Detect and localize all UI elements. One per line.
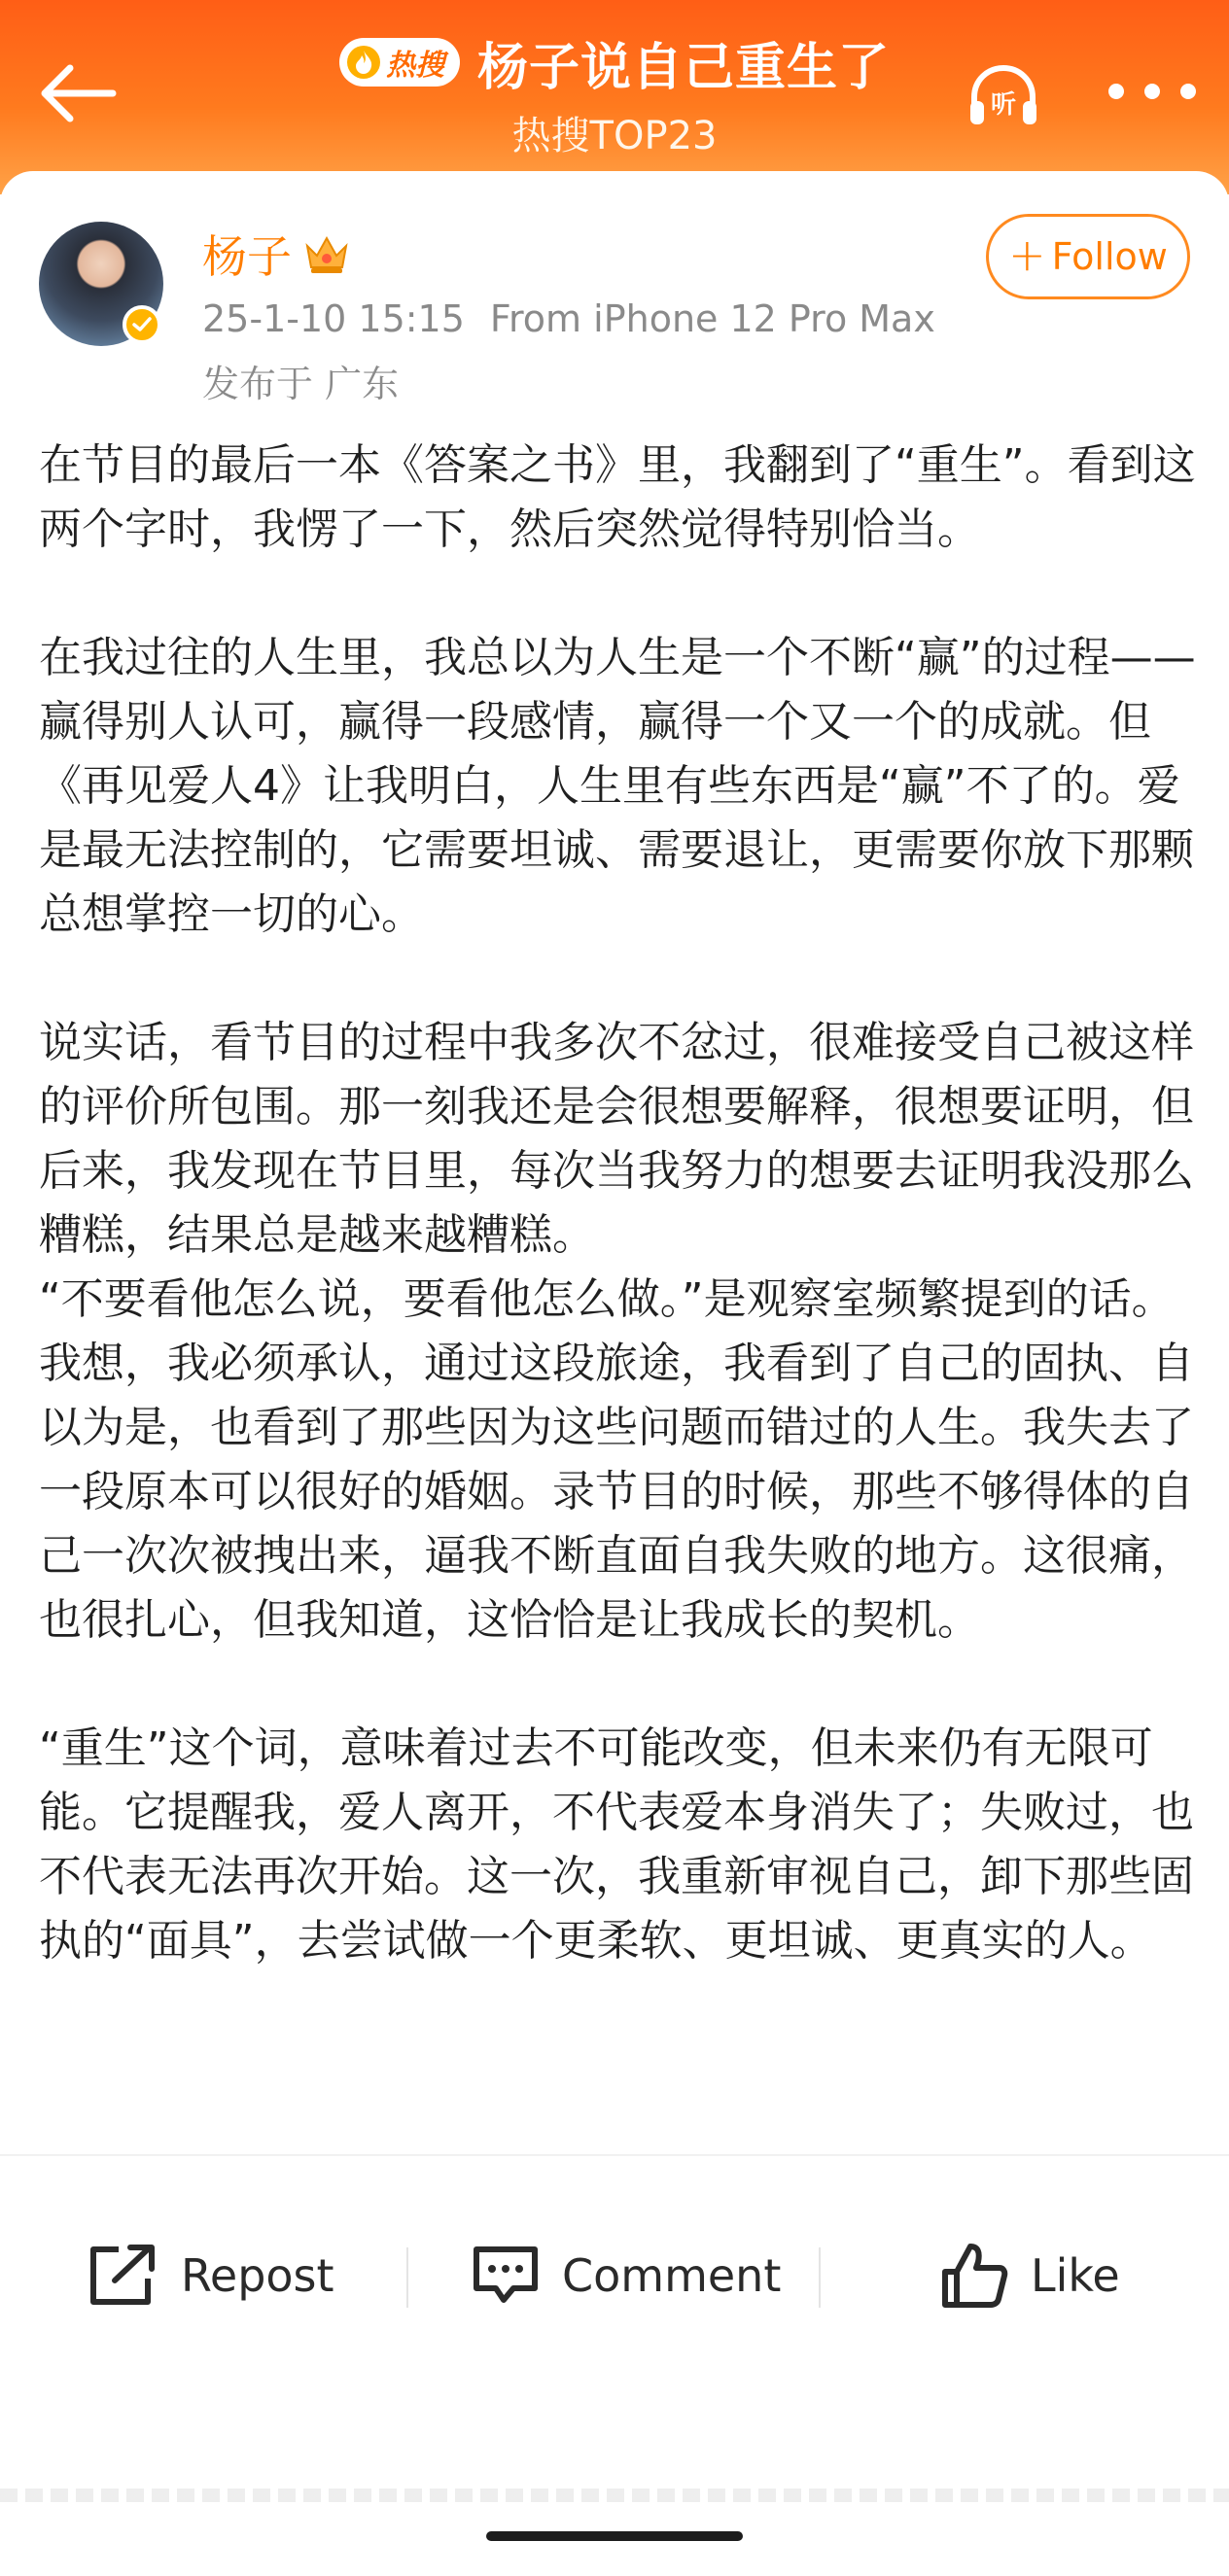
comment-icon bbox=[471, 2244, 541, 2308]
post-paragraph: 在节目的最后一本《答案之书》里，我翻到了“重生”。看到这两个字时，我愣了一下，然后突然觉得特别恰当。 bbox=[39, 440, 1196, 554]
comment-button[interactable] bbox=[471, 2232, 781, 2319]
author-name-row[interactable] bbox=[202, 222, 350, 286]
thumbs-up-icon bbox=[939, 2241, 1009, 2311]
action-separator bbox=[819, 2247, 821, 2308]
home-indicator[interactable] bbox=[486, 2531, 743, 2541]
title-row bbox=[0, 23, 1229, 101]
follow-label: Follow bbox=[1051, 235, 1168, 278]
flame-icon bbox=[347, 46, 380, 79]
dot-icon bbox=[1144, 84, 1160, 99]
post-body bbox=[39, 434, 1196, 1973]
top-bar bbox=[0, 0, 1229, 194]
post-paragraph: “不要看他怎么说，要看他怎么做。”是观察室频繁提到的话。 bbox=[39, 1274, 1175, 1324]
dot-icon bbox=[1108, 84, 1124, 99]
author-name[interactable]: 杨子 bbox=[202, 230, 292, 283]
repost-button[interactable] bbox=[86, 2232, 334, 2319]
post-paragraph: “重生”这个词，意味着过去不可能改变，但未来仍有无限可能。它提醒我，爱人离开，不代表爱本身消失了；失败过，也不代表无法再次开始。这一次，我重新审视自己，卸下那些固执的“面具”，去尝试做一个更柔软、更坦诚、更真实的人。 bbox=[39, 1723, 1194, 1966]
listen-label: 听 bbox=[990, 90, 1017, 120]
post-meta bbox=[202, 297, 935, 340]
follow-button[interactable] bbox=[986, 214, 1190, 299]
post-source: From iPhone 12 Pro Max bbox=[489, 297, 935, 340]
crown-icon bbox=[303, 232, 350, 275]
dot-icon bbox=[1180, 84, 1196, 99]
post-paragraph: 在我过往的人生里，我总以为人生是一个不断“赢”的过程——赢得别人认可，赢得一段感情，赢得一个又一个的成就。但《再见爱人4》让我明白，人生里有些东西是“赢”不了的。爱是最无法控制的，它需要坦诚、需要退让，更需要你放下那颗总想掌控一切的心。 bbox=[39, 633, 1196, 939]
like-button[interactable] bbox=[939, 2232, 1120, 2319]
plus-icon: + bbox=[1008, 228, 1046, 281]
post-location: 发布于 广东 bbox=[202, 363, 400, 405]
post-paragraph: 我想，我必须承认，通过这段旅途，我看到了自己的固执、自以为是，也看到了那些因为这些问题而错过的人生。我失去了一段原本可以很好的婚姻。录节目的时候，那些不够得体的自己一次次被拽出来，逼我不断直面自我失败的地方。这很痛，也很扎心，但我知道，这恰恰是让我成长的契机。 bbox=[39, 1339, 1194, 1645]
listen-button[interactable] bbox=[965, 58, 1042, 136]
action-separator bbox=[406, 2247, 408, 2308]
next-post-preview bbox=[0, 2489, 1229, 2502]
like-label: Like bbox=[1031, 2249, 1120, 2302]
hot-search-badge[interactable] bbox=[339, 38, 460, 87]
page-title: 杨子说自己重生了 bbox=[476, 38, 890, 97]
more-options-button[interactable] bbox=[1108, 60, 1196, 122]
verified-badge-icon bbox=[123, 305, 161, 344]
post-card bbox=[0, 171, 1229, 2576]
repost-icon bbox=[86, 2244, 159, 2308]
post-datetime: 25-1-10 15:15 bbox=[202, 297, 465, 340]
hot-badge-label: 热搜 bbox=[385, 49, 444, 83]
comment-label: Comment bbox=[562, 2249, 782, 2302]
hot-rank-subtitle[interactable]: 热搜TOP23 bbox=[511, 114, 718, 158]
divider bbox=[0, 2154, 1229, 2156]
headphones-icon bbox=[965, 58, 1042, 136]
post-paragraph: 说实话，看节目的过程中我多次不忿过，很难接受自己被这样的评价所包围。那一刻我还是会很想要解释，很想要证明，但后来，我发现在节目里，每次当我努力的想要去证明我没那么糟糕，结果总是越来越糟糕。 bbox=[39, 1018, 1194, 1260]
repost-label: Repost bbox=[181, 2249, 334, 2302]
